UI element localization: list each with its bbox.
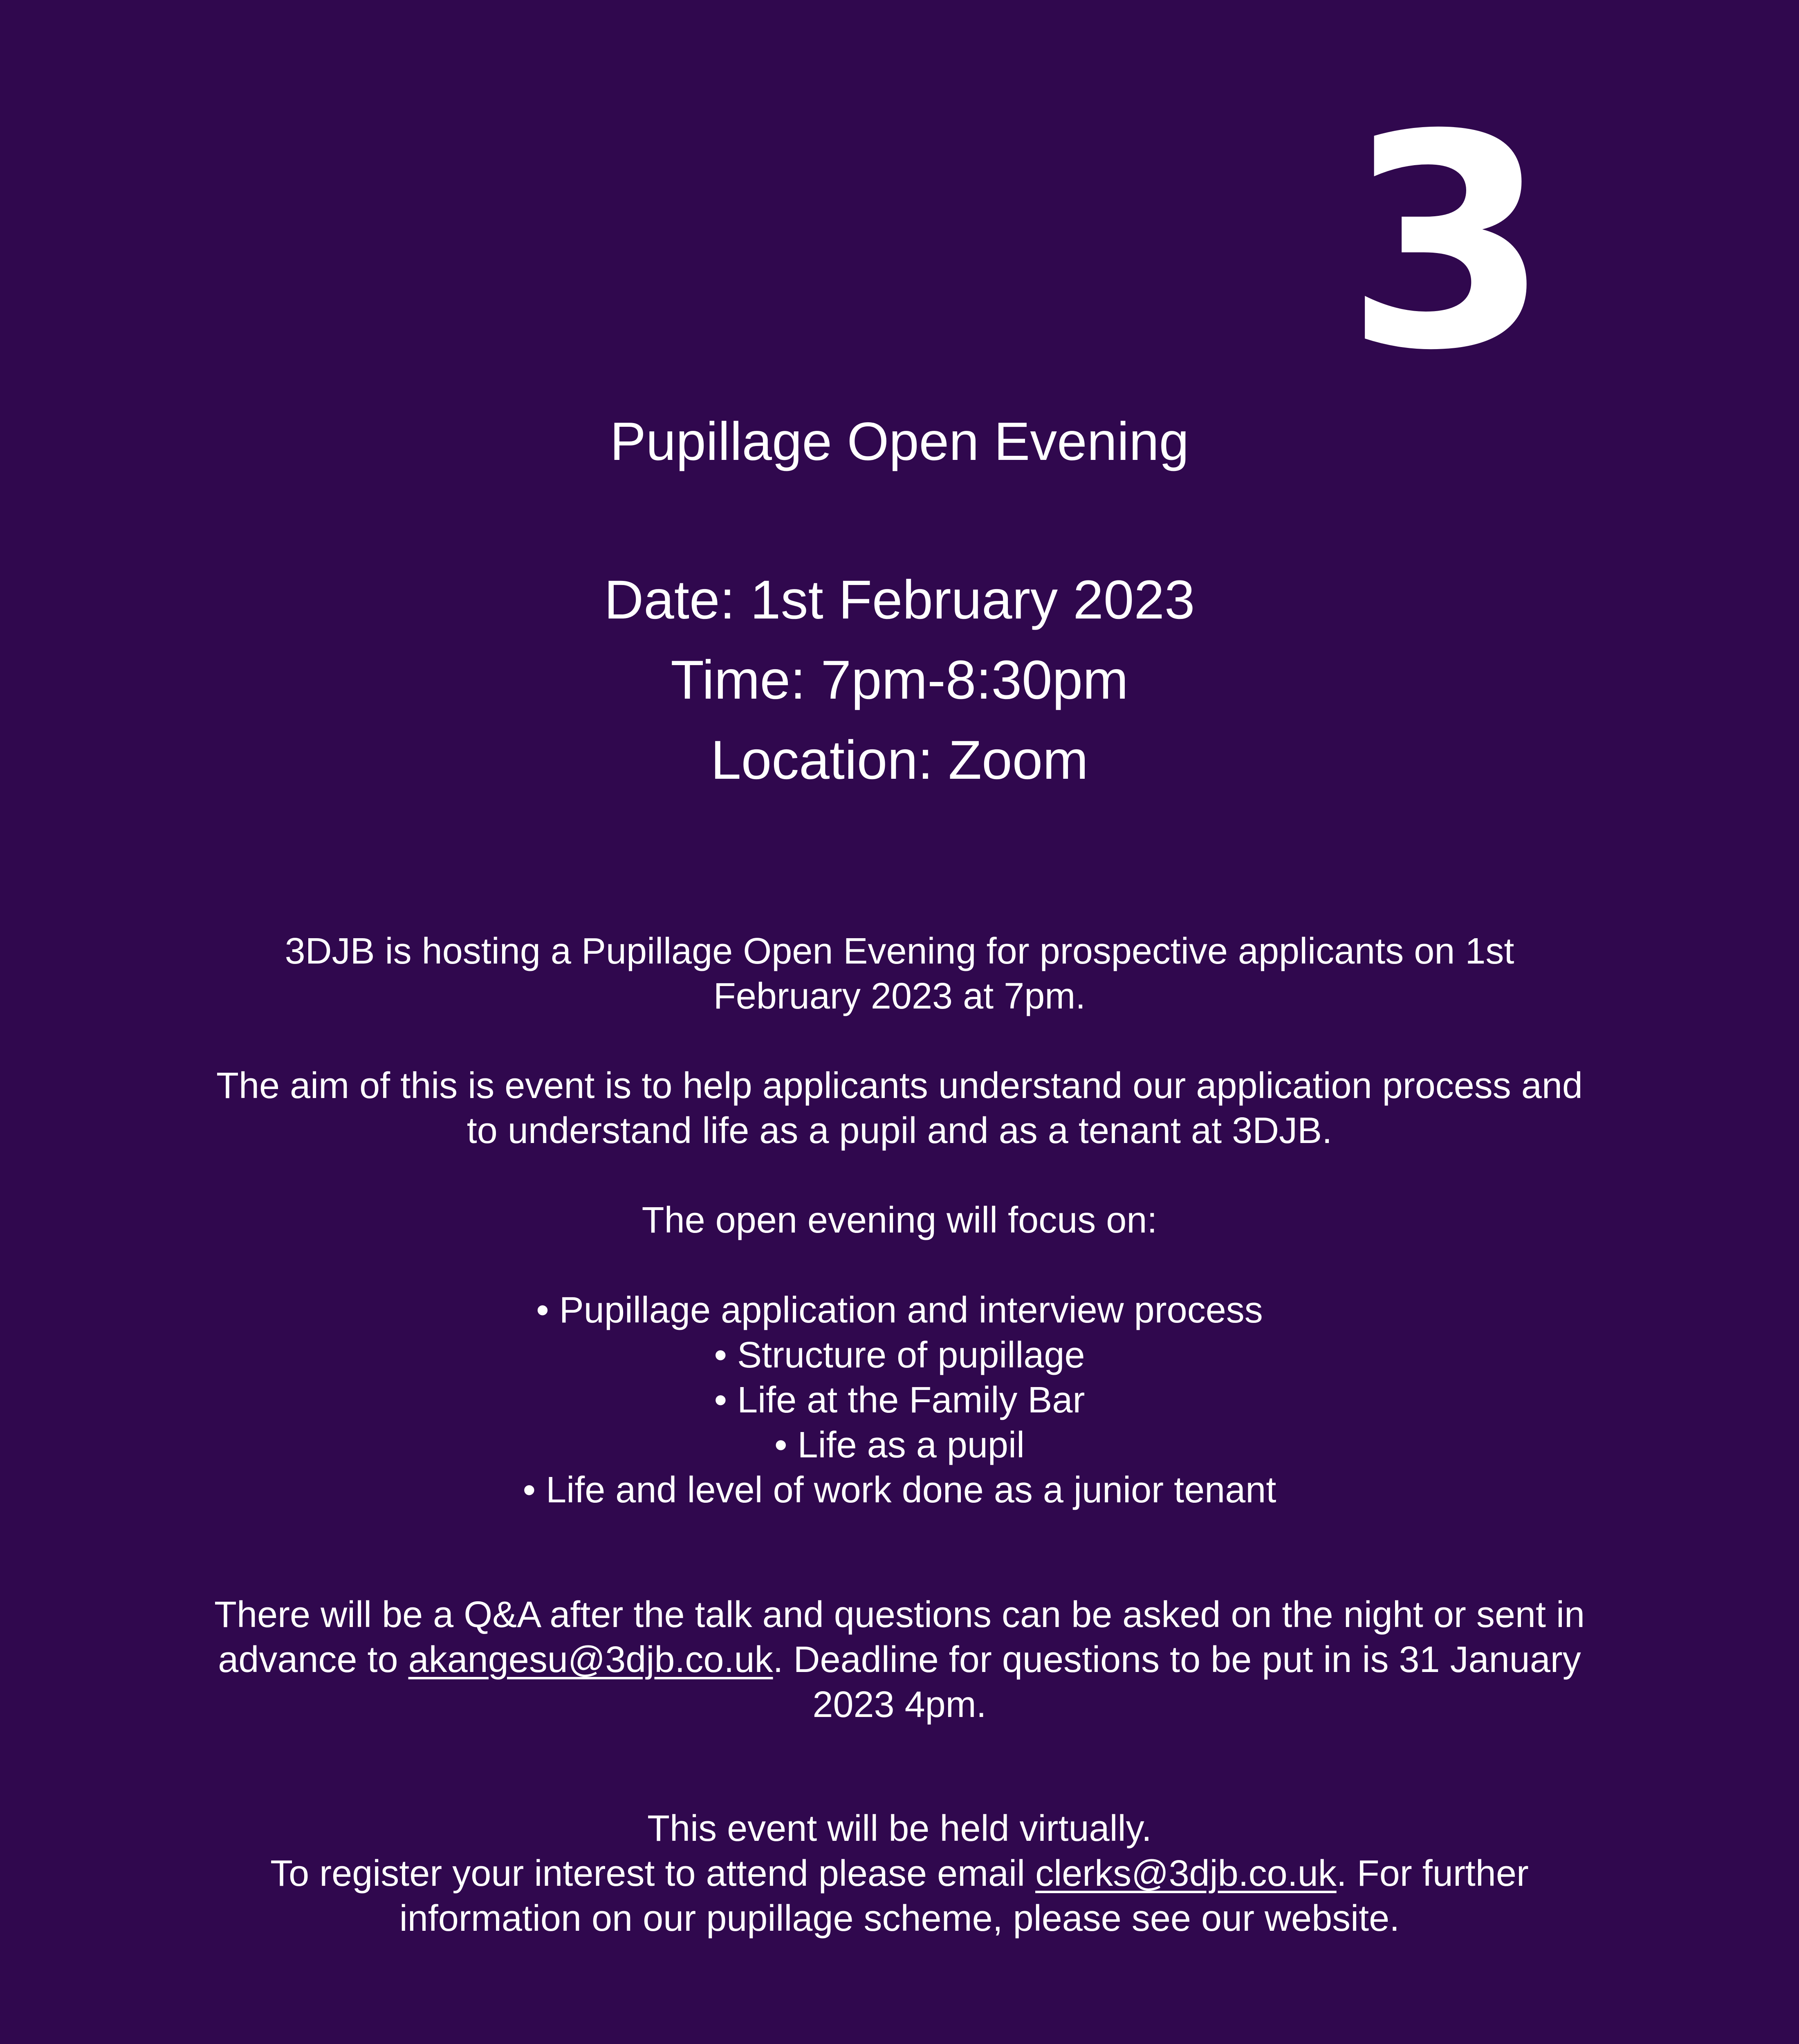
event-details bbox=[0, 560, 1799, 800]
focus-list-item: • Life and level of work done as a junior tenant bbox=[523, 1470, 1276, 1511]
aim-paragraph: The aim of this is event is to help applicants understand our application process and to understand life as a pupil and as a tenant at 3DJB. bbox=[216, 1065, 1583, 1151]
clerks-email-link[interactable]: clerks@3djb.co.uk bbox=[1035, 1853, 1337, 1894]
intro-paragraph: 3DJB is hosting a Pupillage Open Evening for prospective applicants on 1st February 2023 at 7pm. bbox=[285, 931, 1514, 1017]
focus-list-item: • Life as a pupil bbox=[774, 1425, 1025, 1466]
qa-text-before: There will be a Q&A after the talk and questions can be asked on the night or sent in advance to bbox=[214, 1594, 1585, 1680]
focus-list-item: • Structure of pupillage bbox=[714, 1335, 1085, 1376]
register-text-before: To register your interest to attend please email bbox=[270, 1853, 1036, 1894]
focus-list bbox=[213, 1288, 1586, 1513]
register-paragraph bbox=[213, 1806, 1586, 1941]
focus-heading: The open evening will focus on: bbox=[642, 1200, 1157, 1241]
register-virtual-line: This event will be held virtually. bbox=[647, 1808, 1152, 1849]
page-title: Pupillage Open Evening bbox=[610, 411, 1189, 471]
qa-paragraph bbox=[213, 1592, 1586, 1727]
focus-list-item: • Pupillage application and interview process bbox=[536, 1290, 1263, 1331]
event-date: Date: 1st February 2023 bbox=[604, 569, 1195, 630]
register-line bbox=[213, 1851, 1586, 1941]
3djb-logo: 3 bbox=[1345, 72, 1550, 415]
register-text-after: . For further information on our pupillage scheme, please see our website. bbox=[399, 1853, 1529, 1939]
event-time: Time: 7pm-8:30pm bbox=[671, 650, 1128, 710]
qa-text-after: . Deadline for questions to be put in is 31 January 2023 4pm. bbox=[773, 1639, 1581, 1725]
event-location: Location: Zoom bbox=[711, 730, 1088, 791]
qa-email-link[interactable]: akangesu@3djb.co.uk bbox=[408, 1639, 773, 1680]
focus-list-item: • Life at the Family Bar bbox=[714, 1380, 1085, 1421]
